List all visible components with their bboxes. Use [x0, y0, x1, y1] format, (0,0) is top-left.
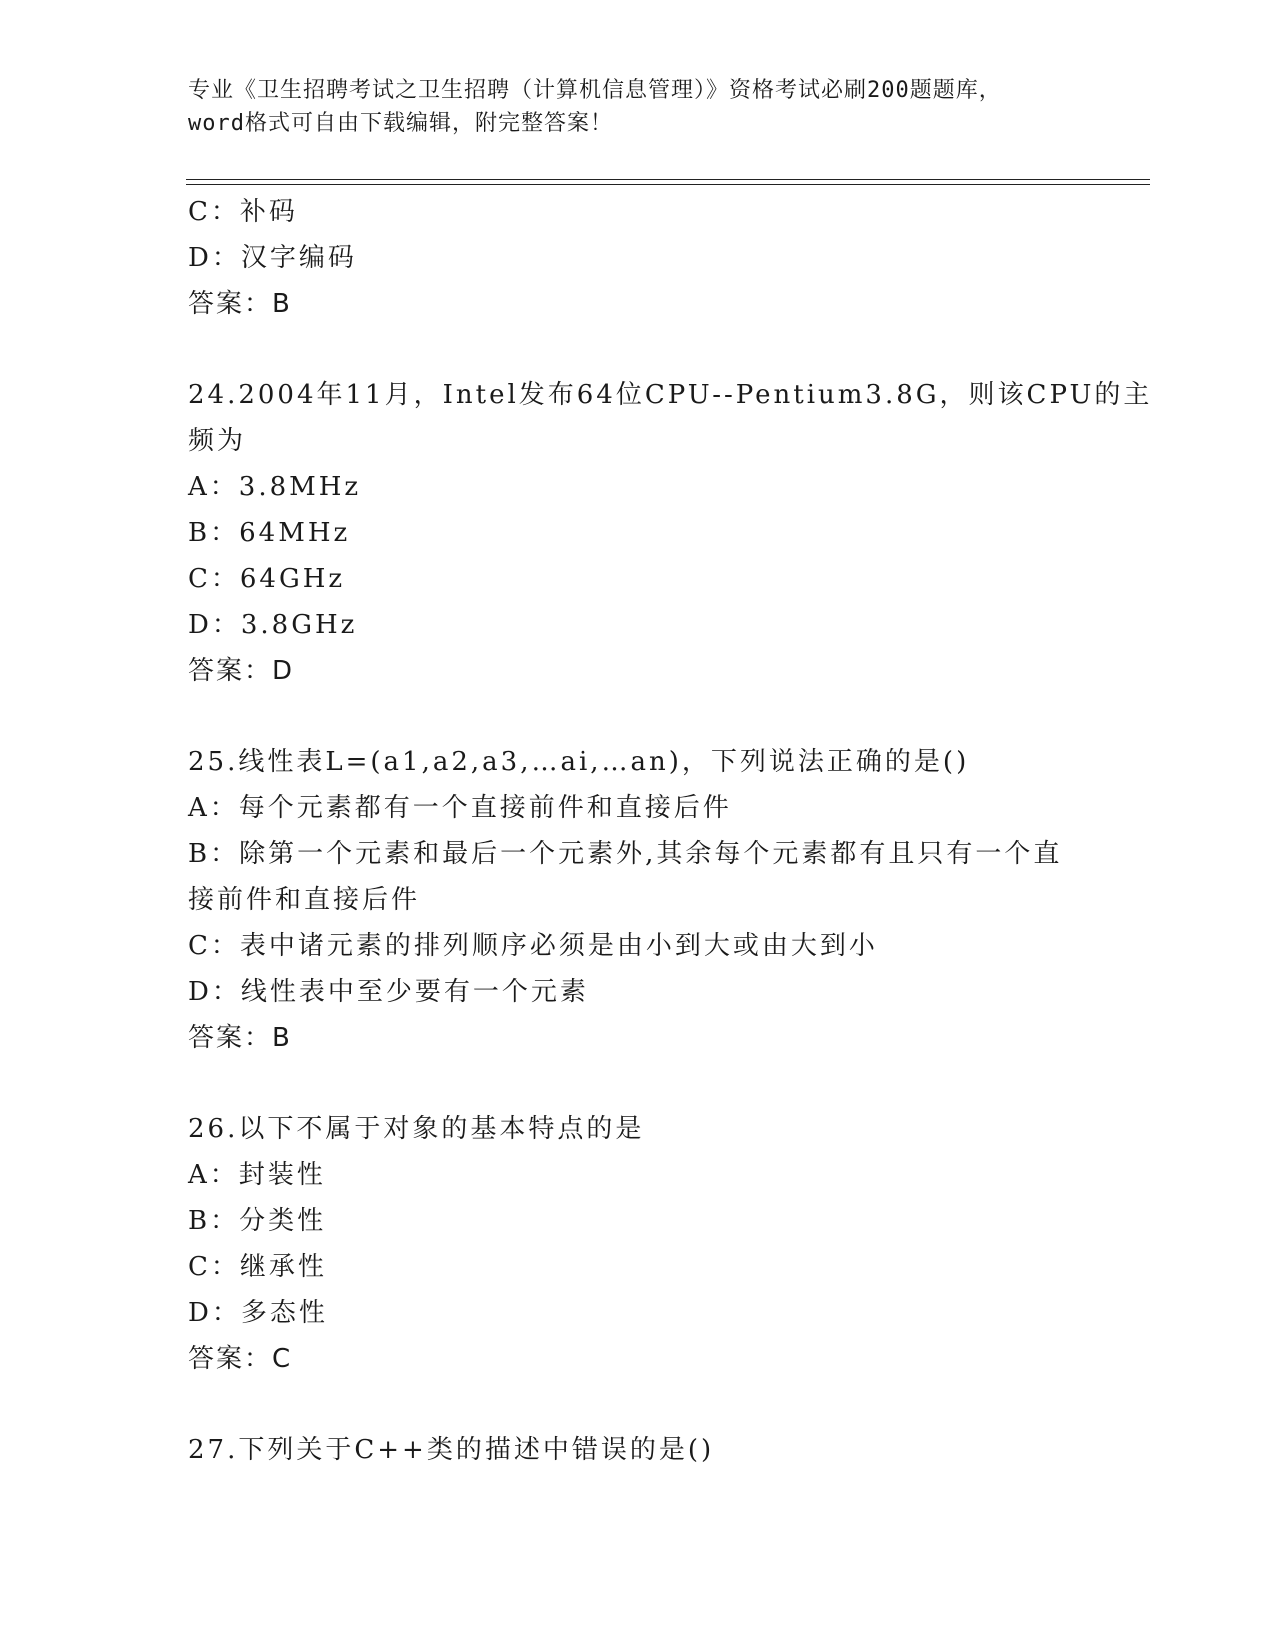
- answer: 答案：B: [188, 289, 292, 319]
- answer: 答案：C: [188, 1344, 293, 1374]
- question-24: [188, 372, 1153, 694]
- option-a: A：每个元素都有一个直接前件和直接后件: [188, 793, 732, 823]
- question-23-tail: [188, 189, 1088, 327]
- option-d: D：3.8GHz: [188, 610, 358, 640]
- option-a: A：封装性: [188, 1160, 326, 1190]
- spacer: [188, 1382, 1088, 1427]
- question-stem: 25.线性表L=(a1,a2,a3,…ai,…an)，下列说法正确的是(): [188, 747, 970, 777]
- option-c: C：表中诸元素的排列顺序必须是由小到大或由大到小: [188, 931, 878, 961]
- option-c: C：64GHz: [188, 564, 346, 594]
- question-26: [188, 1106, 1088, 1382]
- option-d: D：汉字编码: [188, 243, 357, 273]
- question-27: [188, 1427, 1088, 1473]
- question-stem: 24.2004年11月，Intel发布64位CPU--Pentium3.8G，则该CPU的主: [188, 380, 1153, 410]
- spacer: [188, 327, 1088, 372]
- answer: 答案：B: [188, 1023, 292, 1053]
- answer: 答案：D: [188, 656, 295, 686]
- spacer: [188, 1061, 1088, 1106]
- question-stem-continued: 频为: [188, 426, 247, 456]
- option-c: C：继承性: [188, 1252, 327, 1282]
- option-b: B：分类性: [188, 1206, 327, 1236]
- document-header: [188, 74, 1088, 140]
- question-stem: 26.以下不属于对象的基本特点的是: [188, 1114, 645, 1144]
- option-b: B：64MHz: [188, 518, 351, 548]
- question-list: [188, 189, 1153, 1473]
- option-c: C：补码: [188, 197, 298, 227]
- option-a: A：3.8MHz: [188, 472, 362, 502]
- option-d: D：多态性: [188, 1298, 328, 1328]
- header-title-line-1: 专业《卫生招聘考试之卫生招聘（计算机信息管理）》资格考试必刷200题题库，: [188, 78, 1002, 103]
- question-25: [188, 739, 1088, 1061]
- header-divider-bottom: [186, 184, 1150, 185]
- option-d: D：线性表中至少要有一个元素: [188, 977, 589, 1007]
- header-title-line-2: word格式可自由下载编辑，附完整答案！: [188, 111, 613, 136]
- spacer: [188, 694, 1088, 739]
- option-b: B：除第一个元素和最后一个元素外,其余每个元素都有且只有一个直: [188, 839, 1063, 869]
- question-stem: 27.下列关于C++类的描述中错误的是(): [188, 1435, 715, 1465]
- header-divider-top: [186, 179, 1150, 180]
- option-b-continued: 接前件和直接后件: [188, 885, 421, 915]
